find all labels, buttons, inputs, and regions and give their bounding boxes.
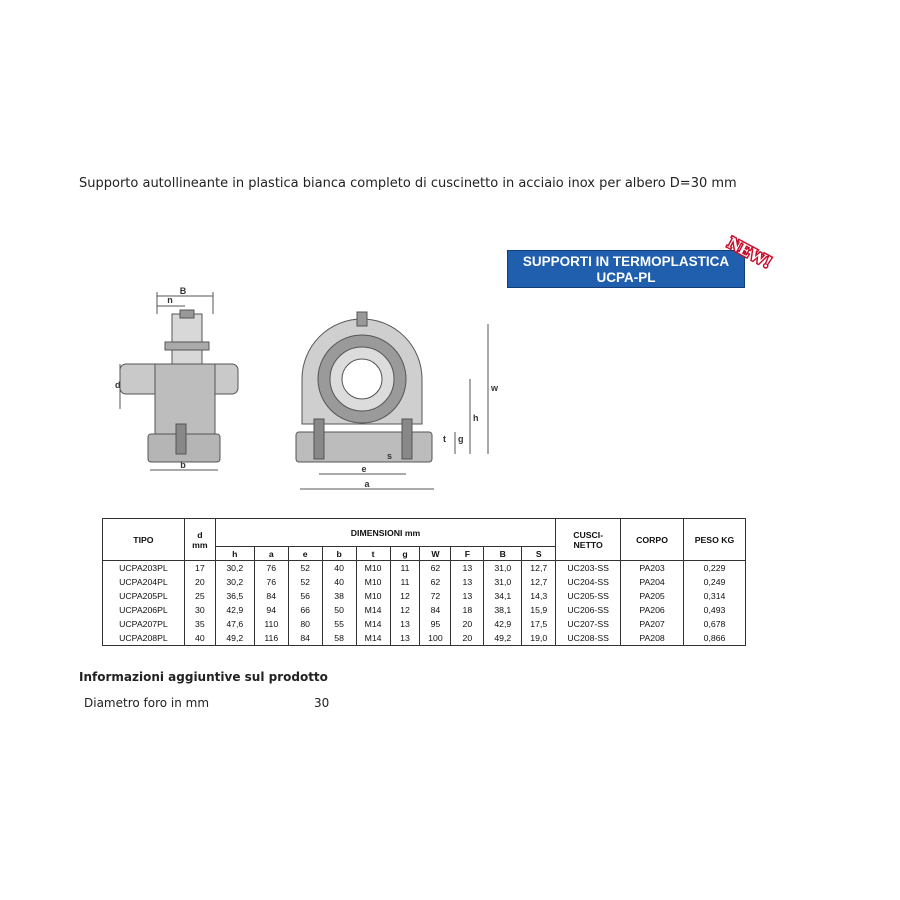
new-badge-text: NEW! <box>724 233 775 272</box>
table-cell: UC208-SS <box>556 631 621 646</box>
banner-line-2: UCPA-PL <box>596 270 656 285</box>
table-cell: 0,249 <box>684 575 746 589</box>
table-cell: M10 <box>356 575 390 589</box>
table-cell: 0,314 <box>684 589 746 603</box>
table-cell: 100 <box>420 631 451 646</box>
table-cell: 40 <box>322 575 356 589</box>
table-cell: 55 <box>322 617 356 631</box>
table-cell: PA204 <box>621 575 684 589</box>
table-cell: 12,7 <box>522 575 556 589</box>
label-t: t <box>443 434 446 444</box>
table-cell: 36,5 <box>215 589 254 603</box>
table-row <box>103 575 746 589</box>
table-cell: UC204-SS <box>556 575 621 589</box>
table-cell: PA208 <box>621 631 684 646</box>
table-cell: 0,229 <box>684 561 746 576</box>
table-cell: 94 <box>254 603 288 617</box>
table-cell: PA206 <box>621 603 684 617</box>
label-d: d <box>115 380 121 390</box>
table-cell: 11 <box>390 575 420 589</box>
table-cell: 30,2 <box>215 575 254 589</box>
table-cell: 42,9 <box>484 617 522 631</box>
table-cell: 13 <box>390 631 420 646</box>
table-cell: 18 <box>451 603 484 617</box>
table-cell: 50 <box>322 603 356 617</box>
table-cell: 20 <box>451 617 484 631</box>
table-cell: 12 <box>390 589 420 603</box>
technical-drawing <box>110 284 510 494</box>
table-cell: 14,3 <box>522 589 556 603</box>
table-cell: M10 <box>356 589 390 603</box>
table-cell: 76 <box>254 575 288 589</box>
table-cell: 42,9 <box>215 603 254 617</box>
table-cell: 84 <box>420 603 451 617</box>
table-cell: UCPA208PL <box>103 631 185 646</box>
table-cell: 13 <box>451 575 484 589</box>
header-cuscinetto: CUSCI- NETTO <box>556 519 621 561</box>
table-cell: UCPA207PL <box>103 617 185 631</box>
table-cell: 84 <box>254 589 288 603</box>
table-cell: 0,866 <box>684 631 746 646</box>
table-cell: M14 <box>356 617 390 631</box>
table-cell: 80 <box>288 617 322 631</box>
table-cell: 95 <box>420 617 451 631</box>
info-heading: Informazioni aggiuntive sul prodotto <box>79 670 328 684</box>
table-cell: UC205-SS <box>556 589 621 603</box>
table-cell: M14 <box>356 603 390 617</box>
table-cell: PA207 <box>621 617 684 631</box>
table-row <box>103 589 746 603</box>
table-cell: UC206-SS <box>556 603 621 617</box>
header-dim-e: e <box>288 547 322 561</box>
table-cell: UCPA206PL <box>103 603 185 617</box>
table-cell: UCPA203PL <box>103 561 185 576</box>
label-g: g <box>458 434 464 444</box>
table-row <box>103 631 746 646</box>
table-cell: 30 <box>184 603 215 617</box>
table-cell: 49,2 <box>484 631 522 646</box>
label-n: n <box>167 295 173 305</box>
new-badge <box>720 232 780 272</box>
header-dim-F: F <box>451 547 484 561</box>
header-dim-h: h <box>215 547 254 561</box>
banner-line-1: SUPPORTI IN TERMOPLASTICA <box>522 254 730 269</box>
table-cell: 20 <box>451 631 484 646</box>
header-dim-B: B <box>484 547 522 561</box>
header-peso: PESO KG <box>684 519 746 561</box>
table-cell: 17,5 <box>522 617 556 631</box>
table-cell: UCPA204PL <box>103 575 185 589</box>
header-dim-g: g <box>390 547 420 561</box>
table-cell: 25 <box>184 589 215 603</box>
table-cell: 66 <box>288 603 322 617</box>
table-cell: 13 <box>451 561 484 576</box>
series-banner <box>507 250 745 288</box>
table-cell: 72 <box>420 589 451 603</box>
header-dim-a: a <box>254 547 288 561</box>
table-cell: UC207-SS <box>556 617 621 631</box>
header-dim-W: W <box>420 547 451 561</box>
spec-table <box>102 518 746 646</box>
table-cell: 34,1 <box>484 589 522 603</box>
table-cell: 116 <box>254 631 288 646</box>
side-view <box>120 292 238 470</box>
label-h: h <box>473 413 479 423</box>
table-cell: PA205 <box>621 589 684 603</box>
table-cell: 84 <box>288 631 322 646</box>
table-cell: 52 <box>288 561 322 576</box>
table-cell: 62 <box>420 561 451 576</box>
header-corpo: CORPO <box>621 519 684 561</box>
label-w: w <box>491 383 499 393</box>
table-cell: 35 <box>184 617 215 631</box>
header-dimensioni: DIMENSIONI mm <box>215 519 555 547</box>
table-cell: 31,0 <box>484 575 522 589</box>
table-cell: 38,1 <box>484 603 522 617</box>
table-cell: M10 <box>356 561 390 576</box>
table-cell: 40 <box>184 631 215 646</box>
header-dim-t: t <box>356 547 390 561</box>
table-cell: UC203-SS <box>556 561 621 576</box>
table-cell: 58 <box>322 631 356 646</box>
front-view <box>296 312 488 489</box>
table-cell: 13 <box>451 589 484 603</box>
table-cell: 0,493 <box>684 603 746 617</box>
table-cell: M14 <box>356 631 390 646</box>
info-value: 30 <box>314 696 330 710</box>
table-cell: 62 <box>420 575 451 589</box>
label-B: B <box>179 286 187 296</box>
table-cell: 76 <box>254 561 288 576</box>
table-cell: 47,6 <box>215 617 254 631</box>
header-d: d mm <box>184 519 215 561</box>
header-dim-b: b <box>322 547 356 561</box>
table-cell: 19,0 <box>522 631 556 646</box>
table-cell: 20 <box>184 575 215 589</box>
table-cell: 15,9 <box>522 603 556 617</box>
header-tipo: TIPO <box>103 519 185 561</box>
table-cell: 11 <box>390 561 420 576</box>
header-dim-S: S <box>522 547 556 561</box>
table-cell: 12 <box>390 603 420 617</box>
table-cell: 110 <box>254 617 288 631</box>
table-cell: UCPA205PL <box>103 589 185 603</box>
product-title: Supporto autollineante in plastica bianca completo di cuscinetto in acciaio inox per albero D=30 mm <box>79 176 737 191</box>
table-cell: 13 <box>390 617 420 631</box>
table-cell: 56 <box>288 589 322 603</box>
label-a: a <box>364 479 370 489</box>
label-e: e <box>361 464 367 474</box>
table-row <box>103 603 746 617</box>
table-cell: 38 <box>322 589 356 603</box>
table-row <box>103 561 746 576</box>
table-cell: 12,7 <box>522 561 556 576</box>
table-cell: 0,678 <box>684 617 746 631</box>
info-label: Diametro foro in mm <box>84 696 210 710</box>
label-b: b <box>180 460 186 470</box>
label-s: s <box>387 451 393 461</box>
table-cell: 30,2 <box>215 561 254 576</box>
table-row <box>103 617 746 631</box>
table-cell: 49,2 <box>215 631 254 646</box>
table-cell: PA203 <box>621 561 684 576</box>
table-cell: 31,0 <box>484 561 522 576</box>
table-cell: 17 <box>184 561 215 576</box>
table-cell: 52 <box>288 575 322 589</box>
table-cell: 40 <box>322 561 356 576</box>
